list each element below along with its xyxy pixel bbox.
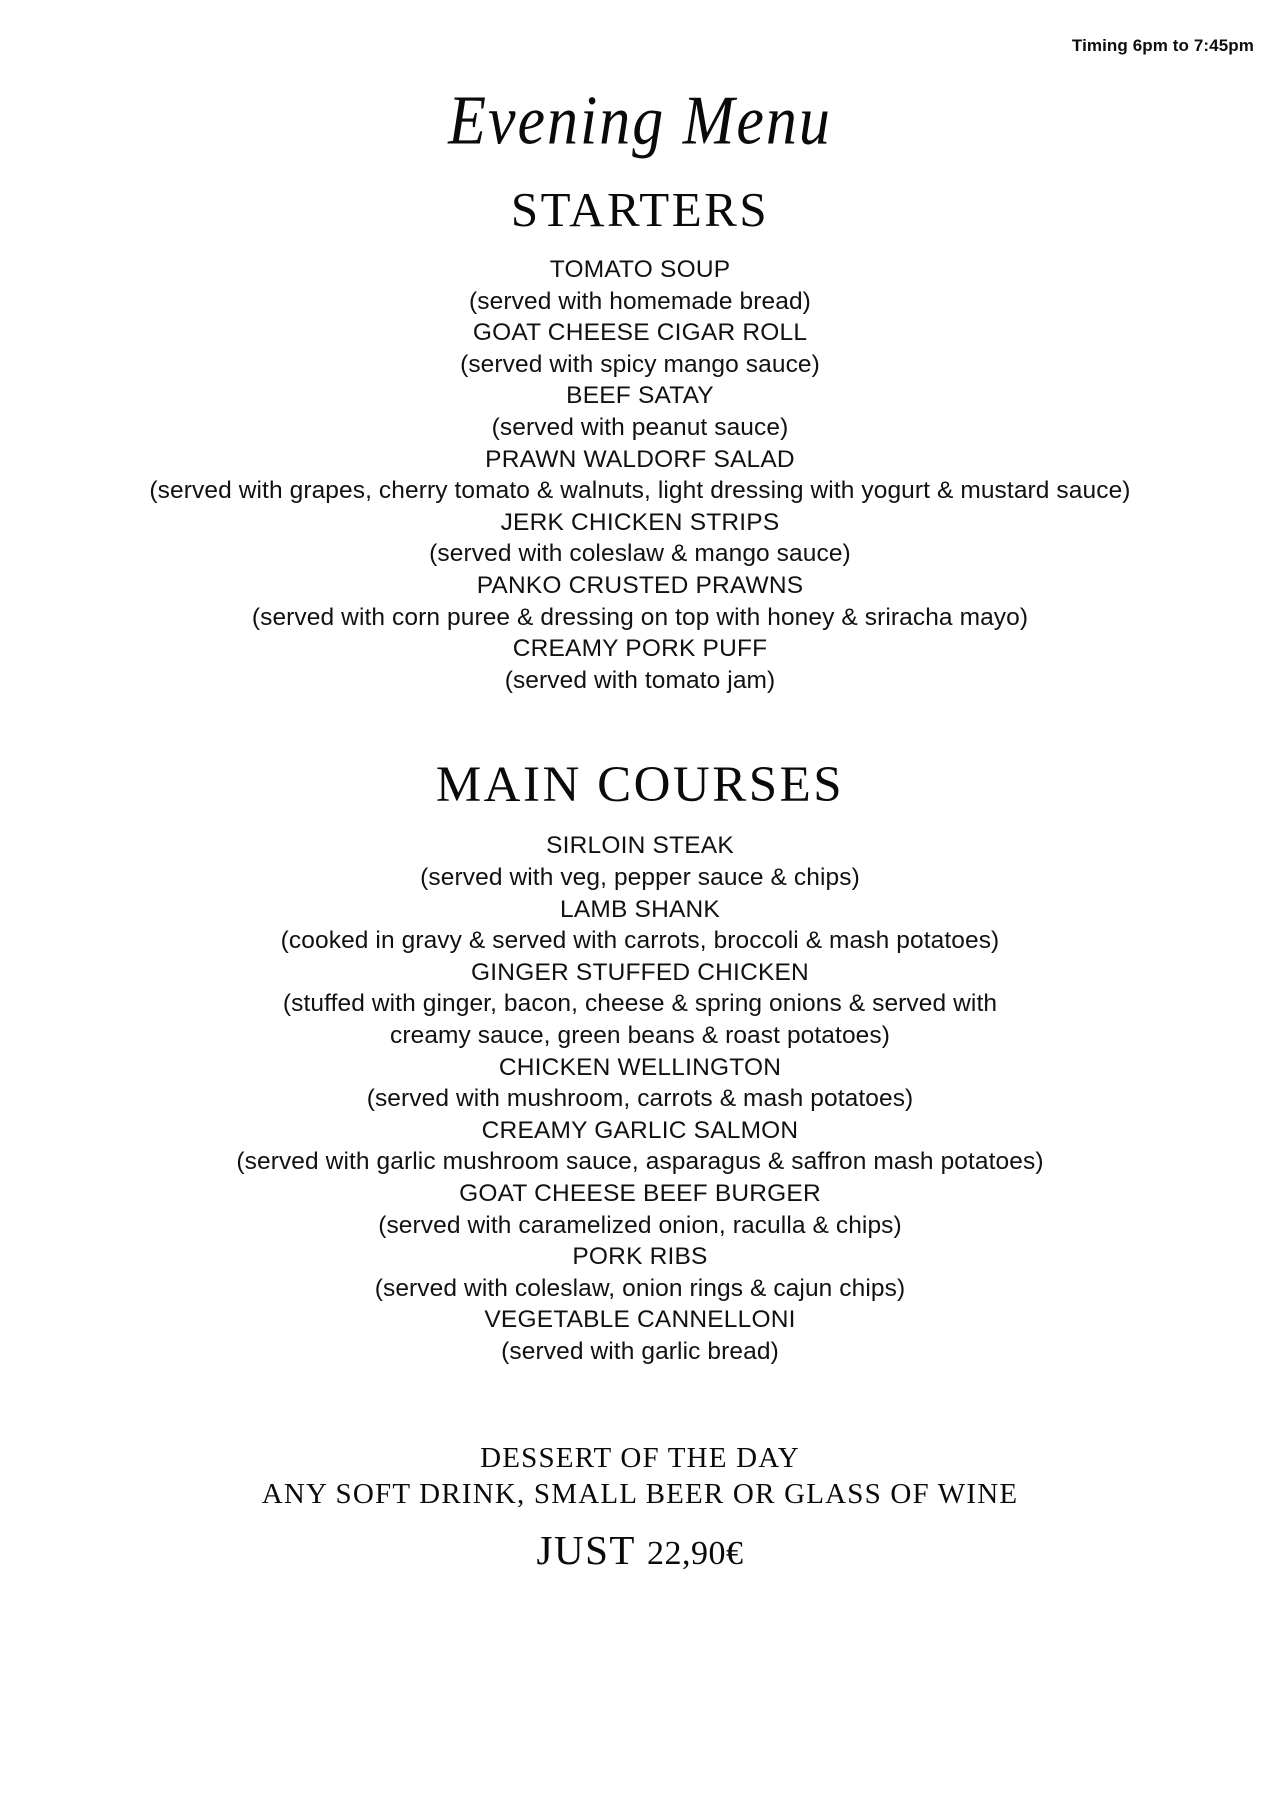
item-name: JERK CHICKEN STRIPS [500,508,780,536]
main-courses-list [0,830,1280,1367]
menu-item [0,1178,1280,1241]
timing-note: Timing 6pm to 7:45pm [1071,36,1254,55]
item-name: LAMB SHANK [560,895,720,923]
item-name: BEEF SATAY [566,382,714,410]
section-heading-main-courses: MAIN COURSES [435,757,845,814]
menu-item [0,317,1280,380]
footer-dessert-line: DESSERT OF THE DAY [480,1441,800,1474]
item-description: (stuffed with ginger, bacon, cheese & spring onions & served with creamy sauce, green beans & roast potatoes) [282,990,998,1049]
item-name: VEGETABLE CANNELLONI [484,1306,796,1334]
price-amount: 22,90€ [646,1535,744,1572]
item-name: CREAMY PORK PUFF [512,635,768,663]
item-name: TOMATO SOUP [549,256,731,284]
item-description: (served with spicy mango sauce) [460,350,820,378]
menu-item [0,507,1280,570]
menu-item [0,633,1280,696]
starters-list [0,254,1280,696]
item-description: (served with garlic bread) [501,1337,779,1365]
item-description: (served with coleslaw & mango sauce) [429,540,851,568]
menu-item [0,1241,1280,1304]
menu-item [0,894,1280,957]
item-description: (served with veg, pepper sauce & chips) [420,864,860,891]
menu-item [0,830,1280,893]
menu-item [0,254,1280,317]
item-description: (served with coleslaw, onion rings & cajun chips) [374,1274,906,1302]
section-main-courses [0,756,1280,1367]
item-name: GOAT CHEESE BEEF BURGER [459,1179,821,1207]
item-name: PRAWN WALDORF SALAD [485,445,795,473]
section-heading-starters: STARTERS [510,182,770,238]
menu-item [0,1115,1280,1178]
footer-drinks-line: ANY SOFT DRINK, SMALL BEER OR GLASS OF WINE [261,1477,1019,1510]
menu-item [0,1052,1280,1115]
item-name: PORK RIBS [572,1243,708,1271]
item-name: CREAMY GARLIC SALMON [481,1116,799,1144]
price-label: JUST [536,1527,636,1573]
menu-footer [0,1440,1280,1575]
menu-item [0,444,1280,507]
item-description: (cooked in gravy & served with carrots, broccoli & mash potatoes) [280,927,1000,955]
item-name: SIRLOIN STEAK [546,832,734,860]
item-description: (served with caramelized onion, raculla & chips) [378,1211,902,1239]
item-name: GINGER STUFFED CHICKEN [471,958,809,986]
item-description: (served with grapes, cherry tomato & walnuts, light dressing with yogurt & mustard sauce) [149,477,1131,505]
footer-price [0,1526,1280,1574]
item-description: (served with garlic mushroom sauce, asparagus & saffron mash potatoes) [236,1148,1044,1176]
item-description: (served with tomato jam) [504,666,776,694]
menu-item [0,380,1280,443]
page-title: Evening Menu [448,82,832,160]
item-description: (served with corn puree & dressing on top with honey & sriracha mayo) [251,603,1029,631]
item-description: (served with peanut sauce) [491,414,789,442]
menu-item [0,1304,1280,1367]
section-starters [0,181,1280,696]
menu-item [0,570,1280,633]
item-name: GOAT CHEESE CIGAR ROLL [472,319,808,347]
item-description: (served with mushroom, carrots & mash potatoes) [366,1085,914,1113]
item-name: PANKO CRUSTED PRAWNS [476,572,804,600]
menu-item [0,957,1280,1052]
item-description: (served with homemade bread) [469,287,811,315]
item-name: CHICKEN WELLINGTON [498,1053,782,1081]
